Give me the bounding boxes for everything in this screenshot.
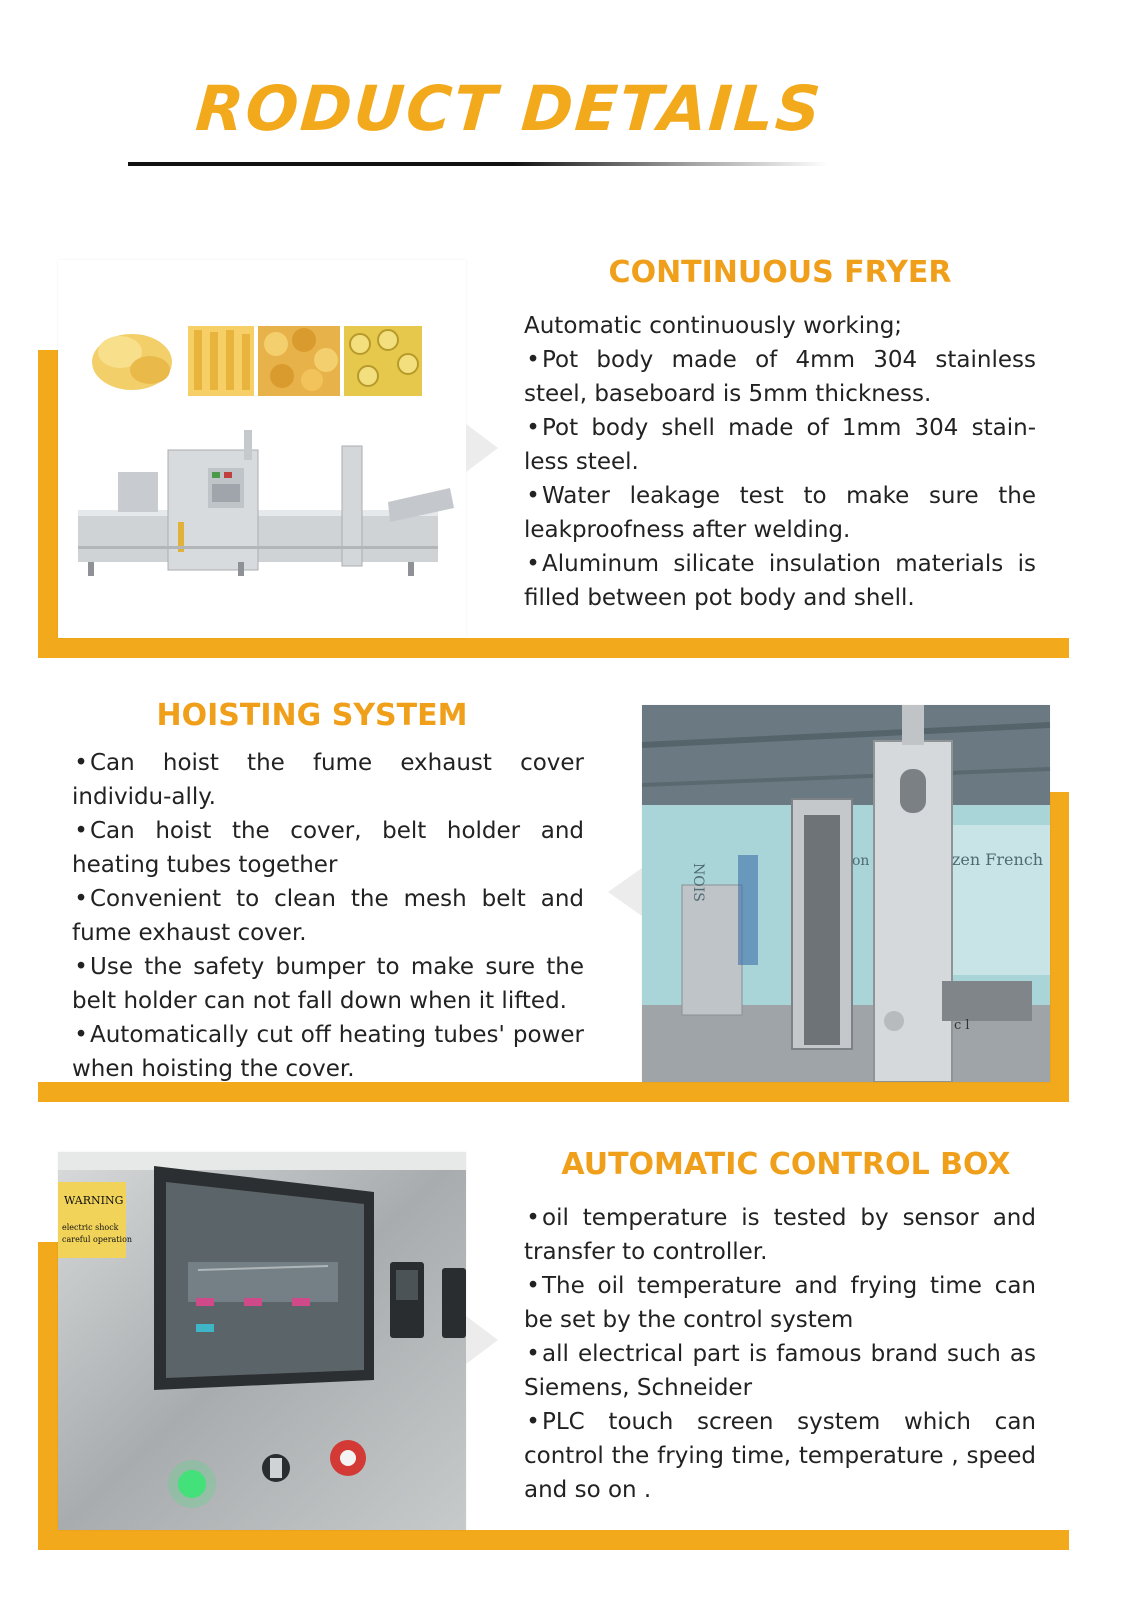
- snack-potato-chips: [92, 334, 172, 390]
- section1-frame-left: [38, 350, 58, 658]
- snack-banana-chips: [344, 326, 422, 396]
- section2-heading: HOISTING SYSTEM: [156, 698, 468, 733]
- section3-description: [524, 1201, 1036, 1507]
- list-item: •Can hoist the cover, belt holder and heating tubes together: [72, 818, 584, 878]
- list-item: •Pot body shell made of 1mm 304 stain-less steel.: [524, 415, 1036, 475]
- hoisting-system-photo: [642, 705, 1050, 1082]
- list-item: •all electrical part is famous brand such as Siemens, Schneider: [524, 1341, 1036, 1401]
- section1-intro: Automatic continuously working;: [524, 313, 903, 339]
- section2-frame-right: [1050, 792, 1069, 1102]
- svg-text:electric shock: electric shock: [62, 1223, 119, 1232]
- svg-text:WARNING: WARNING: [64, 1194, 124, 1207]
- section3-heading: AUTOMATIC CONTROL BOX: [561, 1147, 1011, 1182]
- list-item: •Can hoist the fume exhaust cover individu-ally.: [72, 750, 584, 810]
- section3-bullet-list: [524, 1201, 1036, 1507]
- list-item: •Water leakage test to make sure the leakproofness after welding.: [524, 483, 1036, 543]
- photo-sign-text-mid: on: [852, 853, 870, 869]
- list-item: •Pot body made of 4mm 304 stainless steel, baseboard is 5mm thickness.: [524, 347, 1036, 407]
- touch-screen-panel: [154, 1166, 374, 1390]
- section2-pointer-arrow: [608, 868, 642, 916]
- photo-sign-text-right: zen French: [952, 850, 1044, 869]
- svg-text:careful operation: careful operation: [62, 1235, 133, 1244]
- list-item: •Automatically cut off heating tubes' power when hoisting the cover.: [72, 1022, 584, 1082]
- section1-bullet-list: [524, 343, 1036, 615]
- page-title: RODUCT DETAILS: [193, 72, 825, 145]
- section3-frame-left: [38, 1242, 58, 1550]
- warning-label: [58, 1182, 132, 1258]
- section2-description: [72, 746, 584, 1086]
- list-item: •oil temperature is tested by sensor and transfer to controller.: [524, 1205, 1036, 1265]
- photo-sign-text-small: c l: [954, 1018, 970, 1033]
- continuous-fryer-machine: [78, 430, 454, 576]
- section1-frame-bottom: [38, 638, 1069, 658]
- snack-fries: [188, 326, 254, 396]
- section2-bullet-list: [72, 746, 584, 1086]
- list-item: •Convenient to clean the mesh belt and fume exhaust cover.: [72, 886, 584, 946]
- fryer-product-photo: [58, 260, 466, 638]
- photo-sign-text-left: NOIS: [690, 863, 706, 902]
- section1-pointer-arrow: [466, 424, 498, 472]
- list-item: •The oil temperature and frying time can be set by the control system: [524, 1273, 1036, 1333]
- section1-description: [524, 309, 1036, 615]
- section3-pointer-arrow: [466, 1316, 498, 1364]
- snack-nuggets: [258, 326, 340, 396]
- section1-heading: CONTINUOUS FRYER: [608, 255, 952, 290]
- list-item: •PLC touch screen system which can control the frying time, temperature , speed and so on .: [524, 1409, 1036, 1503]
- title-underline: [128, 162, 828, 166]
- section3-frame-bottom: [38, 1530, 1069, 1550]
- list-item: •Use the safety bumper to make sure the belt holder can not fall down when it lifted.: [72, 954, 584, 1014]
- list-item: •Aluminum silicate insulation materials is filled between pot body and shell.: [524, 551, 1036, 611]
- control-box-photo: [58, 1152, 466, 1530]
